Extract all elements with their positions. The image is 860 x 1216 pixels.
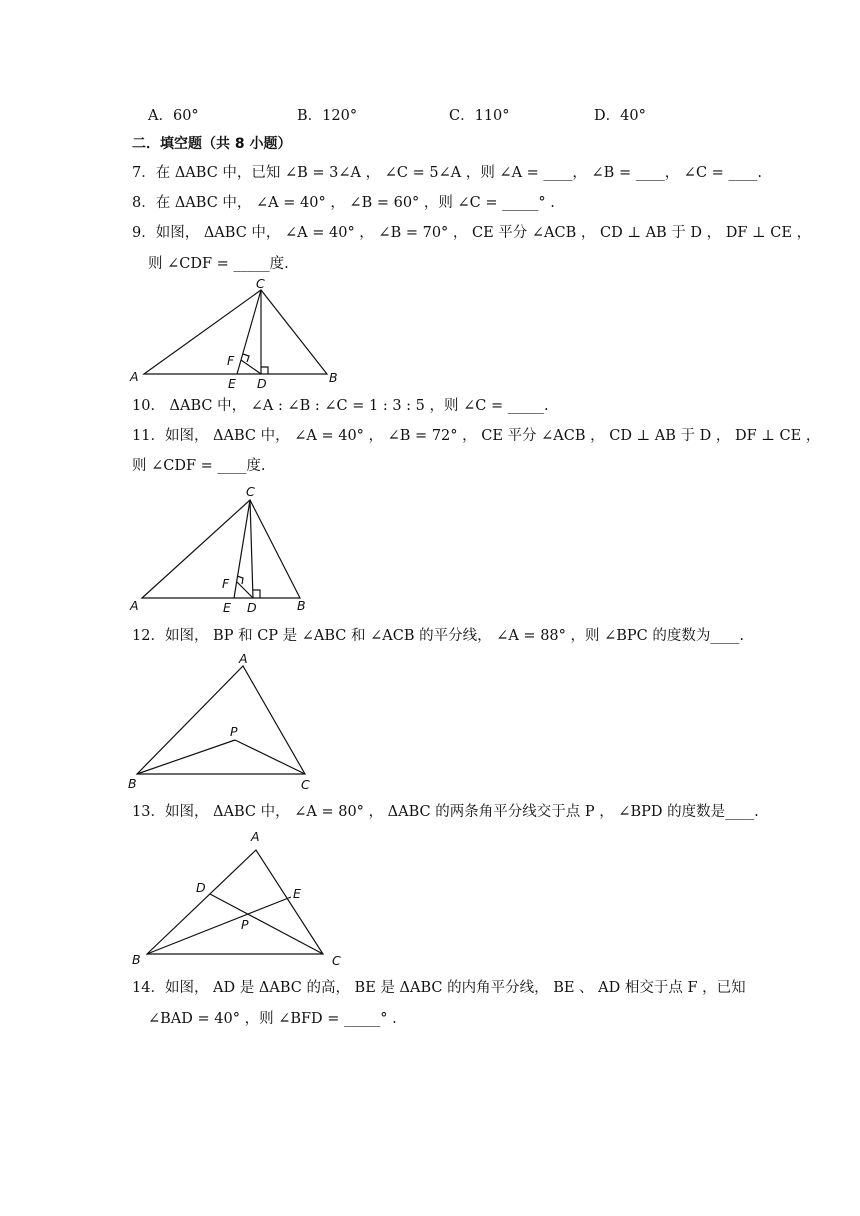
label-e: E bbox=[293, 886, 301, 901]
label-e: E bbox=[228, 376, 236, 391]
altitude-cd bbox=[250, 500, 253, 598]
label-c: C bbox=[332, 953, 341, 968]
label-d: D bbox=[247, 600, 257, 615]
triangle-abc bbox=[144, 290, 327, 374]
question-13: 13．如图， ΔABC 中， ∠A = 80° ， ΔABC 的两条角平分线交于点 P ， ∠BPD 的度数是____. bbox=[132, 804, 759, 820]
option-a: A．60° bbox=[148, 108, 199, 124]
label-b: B bbox=[132, 952, 141, 967]
label-e: E bbox=[223, 600, 231, 615]
label-b: B bbox=[297, 598, 306, 613]
bisector-bp bbox=[137, 740, 235, 774]
label-b: B bbox=[128, 776, 137, 791]
section-title: 二．填空题（共 8 小题） bbox=[132, 136, 292, 152]
question-9-line1: 9．如图， ΔABC 中， ∠A = 40° ， ∠B = 70° ， CE 平分 ∠ACB ， CD ⊥ AB 于 D ， DF ⊥ CE ， bbox=[132, 225, 812, 241]
figure-q12 bbox=[125, 652, 325, 792]
figure-q9 bbox=[125, 276, 355, 391]
option-c: C．110° bbox=[449, 108, 510, 124]
question-8: 8．在 ΔABC 中， ∠A = 40° ， ∠B = 60° ，则 ∠C = _____° . bbox=[132, 195, 555, 211]
question-9-line2: 则 ∠CDF = _____度. bbox=[148, 256, 289, 272]
bisector-cd bbox=[210, 894, 323, 954]
label-a: A bbox=[239, 651, 248, 666]
option-b: B．120° bbox=[297, 108, 358, 124]
triangle-abc bbox=[137, 666, 305, 774]
question-14-line1: 14．如图， AD 是 ΔABC 的高， BE 是 ΔABC 的内角平分线， BE 、 AD 相交于点 F ，已知 bbox=[132, 980, 746, 996]
label-p: P bbox=[230, 724, 238, 739]
question-11-line1: 11．如图， ΔABC 中， ∠A = 40° ， ∠B = 72° ， CE 平分 ∠ACB ， CD ⊥ AB 于 D ， DF ⊥ CE ， bbox=[132, 428, 821, 444]
label-b: B bbox=[329, 370, 338, 385]
label-p: P bbox=[241, 917, 249, 932]
label-a: A bbox=[251, 829, 260, 844]
triangle-abc bbox=[142, 500, 300, 598]
bisector-cp bbox=[235, 740, 305, 774]
right-angle-mark-d bbox=[261, 367, 268, 374]
segment-df bbox=[241, 360, 261, 374]
triangle-abc bbox=[147, 850, 323, 954]
label-f: F bbox=[222, 576, 230, 591]
right-angle-mark-f bbox=[243, 354, 249, 362]
segment-df bbox=[237, 582, 253, 598]
question-7: 7．在 ΔABC 中，已知 ∠B = 3∠A ， ∠C = 5∠A ，则 ∠A = ____， ∠B = ____， ∠C = ____. bbox=[132, 165, 763, 181]
bisector-ce bbox=[237, 290, 261, 374]
label-d: D bbox=[257, 376, 267, 391]
label-f: F bbox=[227, 353, 235, 368]
question-11-line2: 则 ∠CDF = ____度. bbox=[132, 458, 266, 474]
option-d: D．40° bbox=[594, 108, 646, 124]
question-14-line2: ∠BAD = 40° ，则 ∠BFD = _____° . bbox=[148, 1011, 397, 1027]
label-c: C bbox=[246, 484, 255, 499]
label-a: A bbox=[130, 598, 139, 613]
label-c: C bbox=[256, 276, 265, 291]
label-c: C bbox=[301, 777, 310, 792]
figure-q13 bbox=[125, 828, 355, 970]
label-a: A bbox=[130, 369, 139, 384]
question-12: 12．如图， BP 和 CP 是 ∠ABC 和 ∠ACB 的平分线， ∠A = 88° ，则 ∠BPC 的度数为____. bbox=[132, 628, 744, 644]
right-angle-mark-d bbox=[253, 590, 260, 598]
question-10: 10． ΔABC 中， ∠A : ∠B : ∠C = 1 : 3 : 5 ，则 ∠C = _____. bbox=[132, 398, 549, 414]
figure-q11 bbox=[125, 482, 325, 614]
label-d: D bbox=[196, 880, 206, 895]
